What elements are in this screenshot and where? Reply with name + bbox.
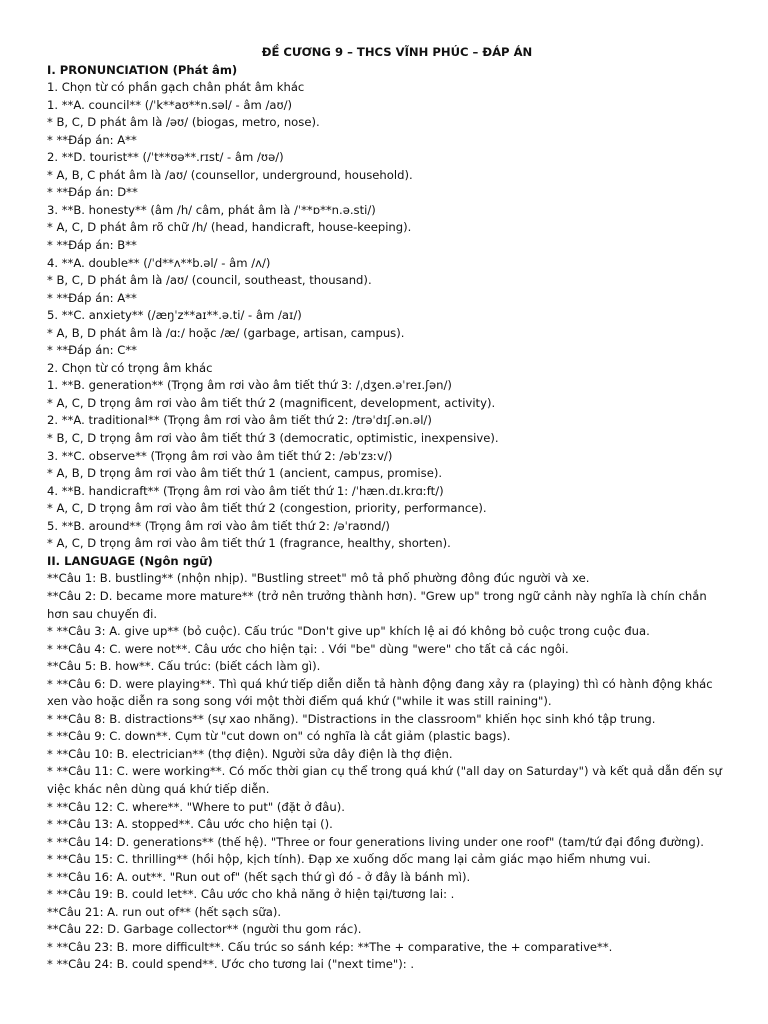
text-line: * **Câu 24: B. could spend**. Ước cho tương lai ("next time"): . [47, 957, 415, 972]
text-line: 1. **A. council** (/ˈk**aʊ**n.səl/ - âm /aʊ/) [47, 97, 293, 112]
text-line: * **Câu 9: C. down**. Cụm từ "cut down on" có nghĩa là cắt giảm (plastic bags). [47, 729, 511, 744]
text-line: * A, C, D trọng âm rơi vào âm tiết thứ 1 (fragrance, healthy, shorten). [47, 536, 451, 551]
text-line: * **Câu 23: B. more difficult**. Cấu trúc so sánh kép: **The + comparative, the + comparative**. [47, 939, 613, 954]
text-line: * A, C, D trọng âm rơi vào âm tiết thứ 2 (magnificent, development, activity). [47, 395, 496, 410]
text-line: * **Câu 8: B. distractions** (sự xao nhãng). "Distractions in the classroom" khiến học sinh khó tập trung. [47, 711, 656, 726]
section-heading: I. PRONUNCIATION (Phát âm) [47, 62, 238, 77]
text-line: * B, C, D phát âm là /əʊ/ (biogas, metro, nose). [47, 115, 320, 130]
document-lines [47, 62, 727, 974]
text-line: 1. **B. generation** (Trọng âm rơi vào âm tiết thứ 3: /ˌdʒen.əˈreɪ.ʃən/) [47, 378, 452, 393]
text-line: 4. **A. double** (/ˈd**ʌ**b.əl/ - âm /ʌ/) [47, 255, 271, 270]
document-body [47, 44, 727, 974]
text-line: * B, C, D trọng âm rơi vào âm tiết thứ 3 (democratic, optimistic, inexpensive). [47, 431, 499, 446]
text-line: * **Câu 4: C. were not**. Câu ước cho hiện tại: . Với "be" dùng "were" cho tất cả các ngôi. [47, 641, 569, 656]
text-line: * **Câu 16: A. out**. "Run out of" (hết sạch thứ gì đó - ở đây là bánh mì). [47, 869, 471, 884]
text-line: 2. **D. tourist** (/ˈt**ʊə**.rɪst/ - âm /ʊə/) [47, 150, 284, 165]
text-line: * A, B, D phát âm là /ɑː/ hoặc /æ/ (garbage, artisan, campus). [47, 325, 405, 340]
paragraph: * **Câu 11: C. were working**. Có mốc thời gian cụ thể trong quá khứ ("all day on Saturday") và kết quả dẫn đến sự việc khác nên dùng quá khứ tiếp diễn. [47, 764, 722, 796]
text-line: * **Đáp án: B** [47, 238, 137, 253]
paragraph: * **Câu 6: D. were playing**. Thì quá khứ tiếp diễn diễn tả hành động đang xảy ra (playing) thì có hành động khác xen vào hoặc diễn ra song song với một thời điểm quá khứ ("while it was still raining"). [47, 676, 713, 709]
text-line: * **Câu 3: A. give up** (bỏ cuộc). Cấu trúc "Don't give up" khích lệ ai đó không bỏ cuộc trong cuộc đua. [47, 624, 650, 639]
text-line: **Câu 21: A. run out of** (hết sạch sữa). [47, 904, 282, 919]
text-line: **Câu 1: B. bustling** (nhộn nhịp). "Bustling street" mô tả phố phường đông đúc người và xe. [47, 571, 590, 586]
text-line: 2. **A. traditional** (Trọng âm rơi vào âm tiết thứ 2: /trəˈdɪʃ.ən.əl/) [47, 413, 432, 428]
paragraph: **Câu 2: D. became more mature** (trở nên trưởng thành hơn). "Grew up" trong ngữ cảnh này nghĩa là chín chắn hơn sau chuyến đi. [47, 588, 707, 621]
text-line: * **Đáp án: D** [47, 185, 138, 200]
text-line: **Câu 22: D. Garbage collector** (người thu gom rác). [47, 922, 362, 937]
text-line: * A, C, D trọng âm rơi vào âm tiết thứ 2 (congestion, priority, performance). [47, 501, 487, 516]
text-line: * A, C, D phát âm rõ chữ /h/ (head, handicraft, house-keeping). [47, 220, 412, 235]
text-line: 3. **B. honesty** (âm /h/ câm, phát âm là /ˈ**ɒ**n.ə.sti/) [47, 202, 376, 217]
text-line: 2. Chọn từ có trọng âm khác [47, 360, 213, 375]
text-line: * **Câu 10: B. electrician** (thợ điện). Người sửa dây điện là thợ điện. [47, 746, 453, 761]
text-line: **Câu 5: B. how**. Cấu trúc: (biết cách làm gì). [47, 659, 321, 674]
text-line: * A, B, C phát âm là /aʊ/ (counsellor, underground, household). [47, 167, 413, 182]
text-line: * **Đáp án: A** [47, 132, 137, 147]
text-line: 1. Chọn từ có phần gạch chân phát âm khác [47, 80, 305, 95]
text-line: * **Câu 15: C. thrilling** (hồi hộp, kịch tính). Đạp xe xuống dốc mang lại cảm giác mạo hiểm nhưng vui. [47, 852, 651, 867]
text-line: * **Đáp án: C** [47, 343, 137, 358]
text-line: * **Câu 12: C. where**. "Where to put" (đặt ở đâu). [47, 799, 345, 814]
text-line: * B, C, D phát âm là /aʊ/ (council, southeast, thousand). [47, 273, 372, 288]
text-line: 4. **B. handicraft** (Trọng âm rơi vào âm tiết thứ 1: /ˈhæn.dɪ.krɑːft/) [47, 483, 444, 498]
section-heading: II. LANGUAGE (Ngôn ngữ) [47, 553, 213, 568]
text-line: * **Câu 13: A. stopped**. Câu ước cho hiện tại (). [47, 817, 333, 832]
text-line: * A, B, D trọng âm rơi vào âm tiết thứ 1 (ancient, campus, promise). [47, 466, 443, 481]
text-line: * **Đáp án: A** [47, 290, 137, 305]
text-line: * **Câu 14: D. generations** (thế hệ). "Three or four generations living under one roof" (tam/tứ đại đồng đường). [47, 834, 704, 849]
text-line: 5. **C. anxiety** (/æŋˈz**aɪ**.ə.ti/ - âm /aɪ/) [47, 308, 302, 323]
text-line: 5. **B. around** (Trọng âm rơi vào âm tiết thứ 2: /əˈraʊnd/) [47, 518, 390, 533]
text-line: * **Câu 19: B. could let**. Câu ước cho khả năng ở hiện tại/tương lai: . [47, 887, 455, 902]
document-title: ĐỀ CƯƠNG 9 – THCS VĨNH PHÚC – ĐÁP ÁN [261, 45, 533, 59]
text-line: 3. **C. observe** (Trọng âm rơi vào âm tiết thứ 2: /əbˈzɜːv/) [47, 448, 393, 463]
